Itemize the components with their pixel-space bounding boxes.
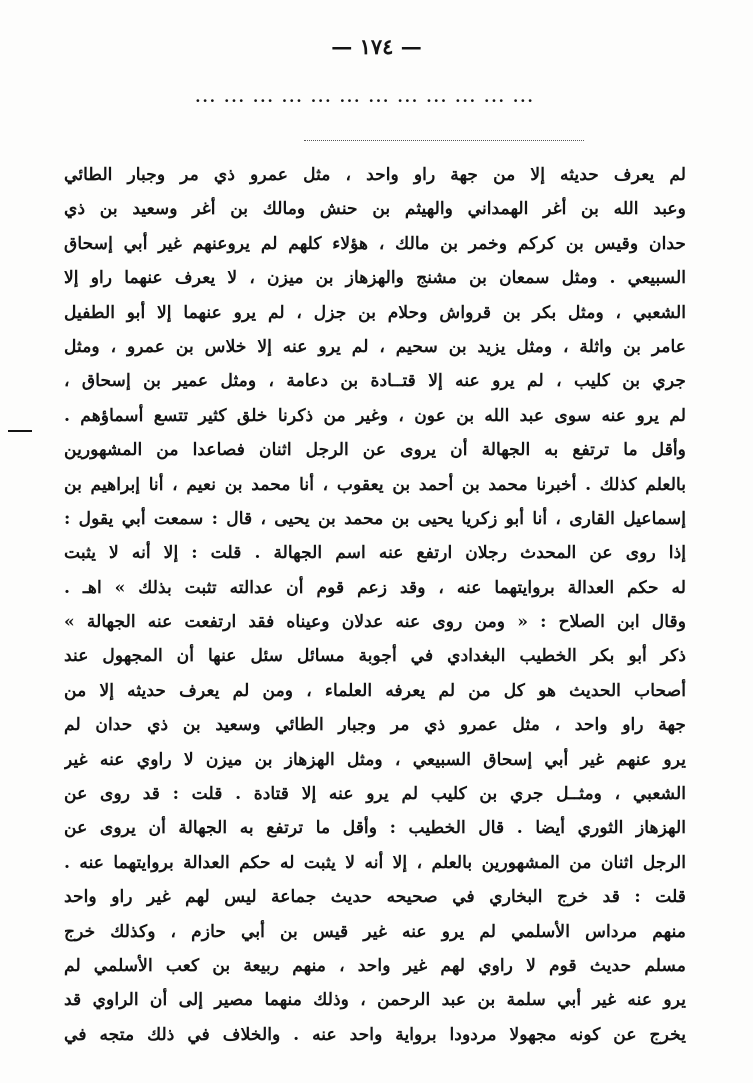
text-line: حدان وقيس بن كركم وخمر بن مالك ، هؤلاء كلهم لم يروعنهم غير أبي إسحاق xyxy=(64,233,686,254)
text-line: ذكر أبو بكر الخطيب البغدادي في أجوبة مسائل سئل عنها أن المجهول عند xyxy=(64,646,686,667)
text-line: يرو عنهم غير أبي إسحاق السبيعي ، ومثل الهزهاز بن ميزن لا راوي عنه غير xyxy=(64,749,686,770)
text-line: جري بن كليب ، لم يرو عنه إلا قتــادة بن دعامة ، ومثل عمير بن إسحاق ، xyxy=(64,371,686,392)
text-line: جهة راو واحد ، مثل عمرو ذي مر وجبار الطائي وسعيد بن ذي حدان لم xyxy=(64,715,686,736)
text-line: الهزهاز الثوري أيضا . قال الخطيب : وأقل ما ترتفع به الجهالة أن يروى عن xyxy=(64,818,686,839)
text-line: الرجل اثنان من المشهورين بالعلم ، إلا أنه لا يثبت له حكم العدالة بروايتهما عنه . xyxy=(64,852,686,873)
text-line: لم يرو عنه سوى عبد الله بن عون ، وغير من ذكرنا خلق كثير تتسع أسماؤهم . xyxy=(64,405,686,426)
text-line: عامر بن واثلة ، ومثل يزيد بن سحيم ، لم يرو عنه إلا خلاس بن عمرو ، ومثل xyxy=(64,336,686,357)
text-line: الشعبي ، ومثل بكر بن قرواش وحلام بن جزل ، لم يرو عنهما إلا أبو الطفيل xyxy=(64,302,686,323)
text-line: وأقل ما ترتفع به الجهالة أن يروى عن الرجل اثنان فصاعدا من المشهورين xyxy=(64,440,686,461)
body-text xyxy=(64,158,686,1052)
page-number: — ١٧٤ — xyxy=(331,34,422,59)
header-rule xyxy=(304,140,584,141)
text-line: بالعلم كذلك . أخبرنا محمد بن أحمد بن يعقوب ، أنا محمد بن نعيم ، أنا إبراهيم بن xyxy=(64,474,686,495)
text-line: منهم مرداس الأسلمي لم يرو عنه غير قيس بن أبي حازم ، وكذلك خرج xyxy=(64,921,686,942)
text-line: إذا روى عن المحدث رجلان ارتفع عنه اسم الجهالة . قلت : إلا أنه لا يثبت xyxy=(64,543,686,564)
text-line: له حكم العدالة بروايتهما عنه ، وقد زعم قوم أن عدالته تثبت بذلك » اهـ . xyxy=(64,577,686,598)
text-line: مسلم حديث قوم لا راوي لهم غير واحد ، منهم ربيعة بن كعب الأسلمي لم xyxy=(64,955,686,976)
text-line: السبيعي . ومثل سمعان بن مشنج والهزهاز بن ميزن ، لا يعرف عنهما راو إلا xyxy=(64,268,686,289)
text-line: الشعبي ، ومثــل جري بن كليب لم يرو عنه إلا قتادة . قلت : قد روى عن xyxy=(64,784,686,805)
text-line: وعبد الله بن أغر الهمداني والهيثم بن حنش ومالك بن أغر وسعيد بن ذي xyxy=(64,199,686,220)
text-line: يخرج عن كونه مجهولا مردودا برواية واحد عنه . والخلاف في ذلك متجه في xyxy=(64,1024,686,1045)
text-line: وقال ابن الصلاح : « ومن روى عنه عدلان وعيناه فقد ارتفعت عنه الجهالة » xyxy=(64,612,686,633)
text-line: قلت : قد خرج البخاري في صحيحه حديث جماعة ليس لهم غير راو واحد xyxy=(64,887,686,908)
text-line: إسماعيل القارى ، أنا أبو زكريا يحيى بن محمد بن يحيى ، قال : سمعت أبي يقول : xyxy=(64,508,686,529)
margin-dash-mark xyxy=(8,430,32,432)
text-line: يرو عنه غير أبي سلمة بن عبد الرحمن ، وذلك منهما مصير إلى أن الراوي قد xyxy=(64,990,686,1011)
omission-dots: ... ... ... ... ... ... ... ... ... ... ... ... xyxy=(195,88,535,106)
text-line: أصحاب الحديث هو كل من لم يعرفه العلماء ، ومن لم يعرف حديثه إلا من xyxy=(64,680,686,701)
text-line: لم يعرف حديثه إلا من جهة راو واحد ، مثل عمرو ذي مر وجبار الطائي xyxy=(64,165,686,185)
